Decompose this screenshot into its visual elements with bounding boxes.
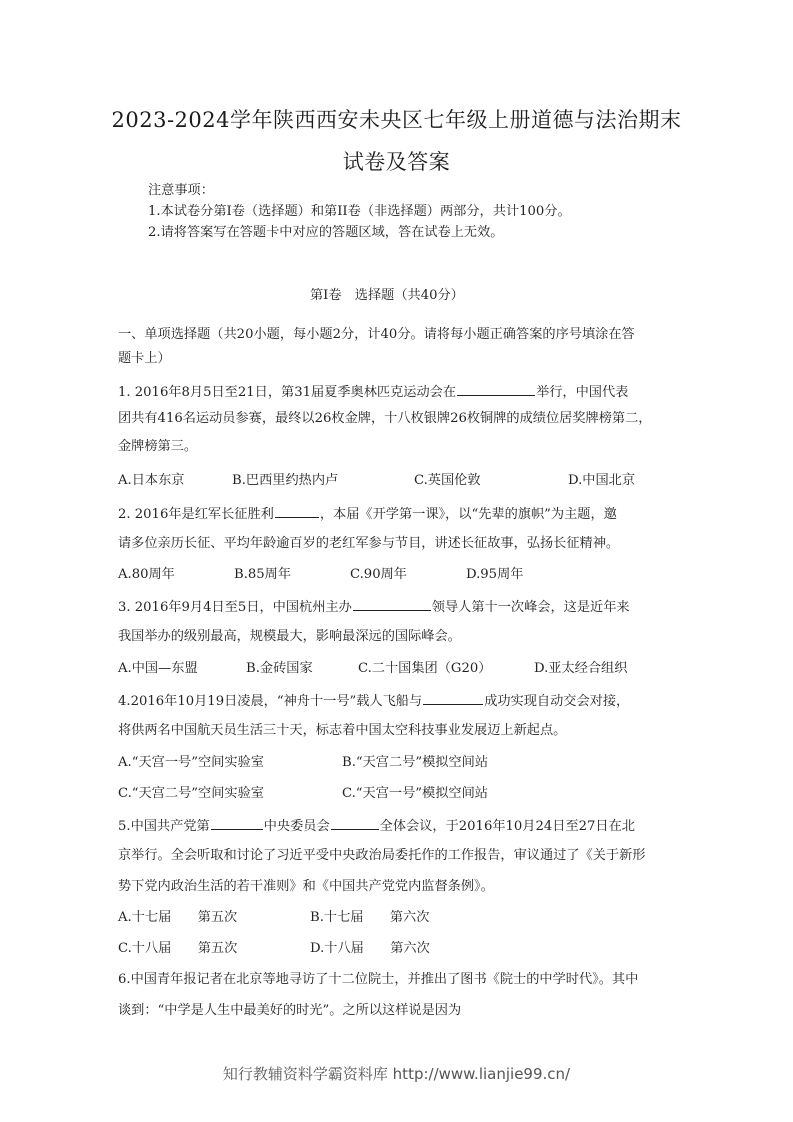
question-6-line2: 谈到：“中学是人生中最美好的时光”。之所以这样说是因为 bbox=[118, 1003, 462, 1018]
question-2-text-b: ，本届《开学第一课》，以“先辈的旗帜”为主题，邀 bbox=[319, 507, 617, 522]
question-5-option-b: B.十七届 第六次 bbox=[310, 910, 430, 925]
question-5-text-b: 中央委员会 bbox=[263, 819, 330, 834]
question-5-option-a: A.十七届 第五次 bbox=[118, 910, 238, 925]
answer-blank bbox=[275, 504, 319, 518]
question-3-line2: 我国举办的级别最高，规模最大，影响最深远的国际峰会。 bbox=[118, 629, 461, 644]
question-2-line1 bbox=[118, 504, 617, 524]
question-4-line1 bbox=[118, 691, 629, 711]
answer-blank bbox=[331, 816, 379, 830]
question-3-text-a: 3. 2016年9月4日至5日，中国杭州主办 bbox=[118, 600, 352, 615]
exam-title-line1: 2023-2024学年陕西西安未央区七年级上册道德与法治期末 bbox=[111, 108, 682, 132]
question-3-text-b: 领导人第十一次峰会，这是近年来 bbox=[431, 600, 630, 615]
question-5-text-c: 全体会议，于2016年10月24日至27日在北 bbox=[379, 819, 635, 834]
question-2-option-d: D.95周年 bbox=[466, 567, 524, 582]
instruction-line1: 一、单项选择题（共20小题，每小题2分，计40分。请将每小题正确答案的序号填涂在答 bbox=[118, 327, 635, 342]
question-2-option-a: A.80周年 bbox=[118, 567, 175, 582]
notice-item-2: 2.请将答案写在答题卡中对应的答题区域，答在试卷上无效。 bbox=[148, 225, 504, 240]
question-2-option-c: C.90周年 bbox=[350, 567, 407, 582]
question-2-line2: 请多位亲历长征、平均年龄逾百岁的老红军参与节目，讲述长征故事，弘扬长征精神。 bbox=[118, 536, 620, 551]
question-4-text-a: 4.2016年10月19日凌晨，“神舟十一号”载人飞船与 bbox=[118, 694, 423, 709]
answer-blank bbox=[353, 597, 431, 611]
notice-item-1: 1.本试卷分第Ⅰ卷（选择题）和第II卷（非选择题）两部分，共计100分。 bbox=[148, 204, 571, 219]
answer-blank bbox=[457, 382, 535, 396]
question-3-option-c: C.二十国集团（G20） bbox=[358, 661, 492, 676]
question-3-line1 bbox=[118, 597, 630, 617]
question-3-option-b: B.金砖国家 bbox=[246, 661, 313, 676]
question-4-option-b: B.“天宫二号”模拟空间站 bbox=[342, 755, 489, 770]
question-1-option-d: D.中国北京 bbox=[568, 473, 636, 488]
question-1-text-b: 举行，中国代表 bbox=[536, 385, 629, 400]
question-4-line2: 将供两名中国航天员生活三十天，标志着中国太空科技事业发展迈上新起点。 bbox=[118, 723, 567, 738]
question-4-text-b: 成功实现自动交会对接， bbox=[484, 694, 630, 709]
question-3-option-a: A.中国—东盟 bbox=[118, 661, 198, 676]
question-5-option-c: C.十八届 第五次 bbox=[118, 941, 238, 956]
question-4-option-c: C.“天宫二号”空间实验室 bbox=[118, 786, 264, 801]
answer-blank bbox=[423, 691, 483, 705]
question-1-line2: 团共有416名运动员参赛，最终以26枚金牌，十八枚银牌26枚铜牌的成绩位居奖牌榜第二， bbox=[118, 411, 652, 426]
footer-watermark: 知行教辅资料学霸资料库 http://www.lianjie99.cn/ bbox=[222, 1065, 571, 1083]
answer-blank bbox=[211, 816, 263, 830]
notice-heading: 注意事项： bbox=[148, 183, 214, 198]
question-1-line1 bbox=[118, 382, 628, 402]
question-4-option-a: A.“天宫一号”空间实验室 bbox=[118, 755, 264, 770]
question-4-option-d: C.“天宫一号”模拟空间站 bbox=[342, 786, 488, 801]
section-title: 第Ⅰ卷 选择题（共40分） bbox=[310, 288, 464, 303]
question-5-line3: 势下党内政治生活的若干准则》和《中国共产党党内监督条例》。 bbox=[118, 879, 494, 894]
question-5-line2: 京举行。全会听取和讨论了习近平受中央政治局委托作的工作报告，审议通过了《关于新形 bbox=[118, 848, 646, 863]
question-1-line3: 金牌榜第三。 bbox=[118, 439, 198, 454]
question-1-option-a: A.日本东京 bbox=[118, 473, 185, 488]
question-1-text-a: 1. 2016年8月5日至21日，第31届夏季奥林匹克运动会在 bbox=[118, 385, 457, 400]
question-5-option-d: D.十八届 第六次 bbox=[310, 941, 430, 956]
question-3-option-d: D.亚太经合组织 bbox=[534, 661, 628, 676]
exam-title-line2: 试卷及答案 bbox=[342, 150, 451, 174]
question-5-line1 bbox=[118, 816, 635, 836]
question-1-option-b: B.巴西里约热内卢 bbox=[232, 473, 339, 488]
question-2-option-b: B.85周年 bbox=[234, 567, 292, 582]
question-6-line1: 6.中国青年报记者在北京等地寻访了十二位院士，并推出了图书《院士的中学时代》。其中 bbox=[118, 972, 639, 987]
question-2-text-a: 2. 2016年是红军长征胜利 bbox=[118, 507, 274, 522]
question-5-text-a: 5.中国共产党第 bbox=[118, 819, 210, 834]
question-1-option-c: C.英国伦敦 bbox=[414, 473, 481, 488]
instruction-line2: 题卡上） bbox=[118, 351, 171, 366]
